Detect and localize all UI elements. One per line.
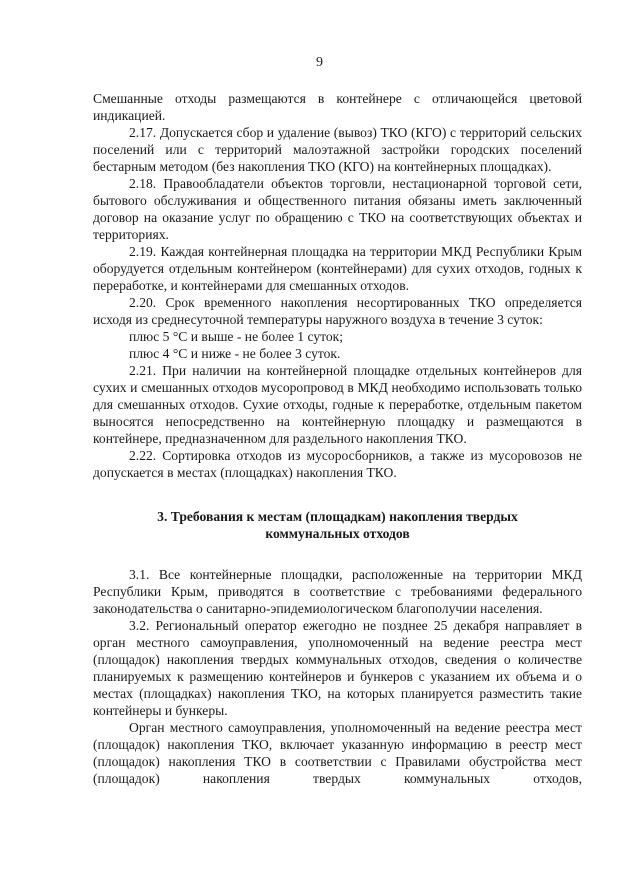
paragraph-3-2: 3.2. Региональный оператор ежегодно не позднее 25 декабря направляет в орган местного самоуправления, уполномоченный на ведение реестра мест (площадок) накопления твердых коммунальных отходов, сведения о количестве планируемых к размещению контейнеров и бункеров с указанием их объема и о местах (площадках) накопления ТКО, на которых планируется разместить такие контейнеры и бункеры.	[93, 618, 582, 718]
paragraph-local-authority: Орган местного самоуправления, уполномоченный на ведение реестра мест (площадок) накопления ТКО, включает указанную информацию в реестр мест (площадок) накопления ТКО в соответствии с Правилами обустройства мест (площадок) накопления твердых коммунальных отходов,	[93, 720, 582, 786]
paragraph-3-1: 3.1. Все контейнерные площадки, расположенные на территории МКД Республики Крым, приводятся в соответствие с требованиями федерального законодательства о санитарно-эпидемиологическом благополучии населения.	[93, 567, 582, 616]
section-heading	[93, 508, 582, 542]
section-heading-line-1: 3. Требования к местам (площадкам) накопления твердых	[157, 509, 518, 524]
paragraph-2-19: 2.19. Каждая контейнерная площадка на территории МКД Республики Крым оборудуется отдельным контейнером (контейнерами) для сухих отходов, годных к переработке, и контейнерами для смешанных отходов.	[93, 244, 582, 293]
paragraph-2-17: 2.17. Допускается сбор и удаление (вывоз) ТКО (КГО) с территорий сельских поселений или с территорий малоэтажной застройки городских поселений бестарным методом (без накопления ТКО (КГО) на контейнерных площадках).	[93, 125, 582, 174]
paragraph-2-21: 2.21. При наличии на контейнерной площадке отдельных контейнеров для сухих и смешанных отходов мусоропровод в МКД необходимо использовать только для смешанных отходов. Сухие отходы, годные к переработке, отдельным пакетом выносятся непосредственно на контейнерную площадку и размещаются в контейнере, предназначенном для раздельного накопления ТКО.	[93, 363, 582, 446]
page-number: 9	[316, 55, 323, 70]
paragraph-2-18: 2.18. Правообладатели объектов торговли, нестационарной торговой сети, бытового обслуживания и общественного питания обязаны иметь заключенный договор на оказание услуг по обращению с ТКО на соответствующих объектах и территориях.	[93, 176, 582, 242]
list-item-plus-5: плюс 5 °С и выше - не более 1 суток;	[129, 329, 344, 344]
section-heading-line-2: коммунальных отходов	[265, 526, 410, 541]
paragraph-2-20: 2.20. Срок временного накопления несортированных ТКО определяется исходя из среднесуточной температуры наружного воздуха в течение 3 суток:	[93, 295, 582, 327]
paragraph-continuation: Смешанные отходы размещаются в контейнере с отличающейся цветовой индикацией.	[93, 91, 582, 123]
document-body	[93, 90, 582, 787]
paragraph-2-22: 2.22. Сортировка отходов из мусоросборников, а также из мусоровозов не допускается в местах (площадках) накопления ТКО.	[93, 448, 582, 480]
list-item-plus-4: плюс 4 °С и ниже - не более 3 суток.	[129, 346, 341, 361]
